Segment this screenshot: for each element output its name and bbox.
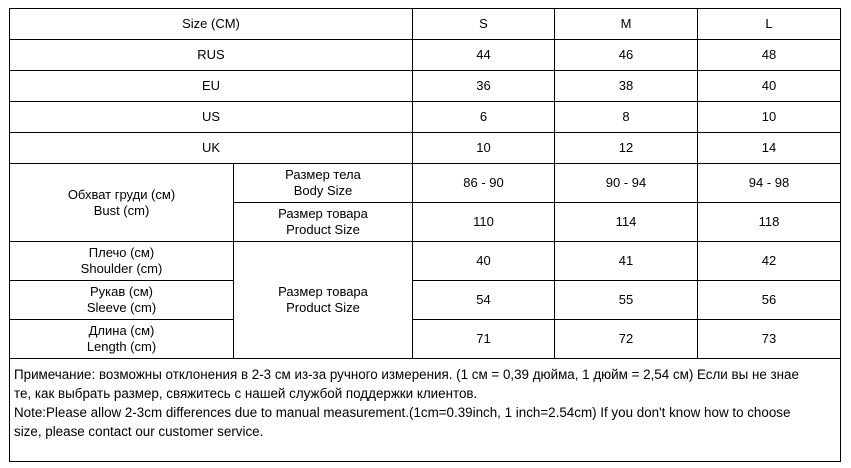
sleeve-l: 56 [698, 281, 841, 320]
sleeve-label [10, 281, 234, 320]
rus-m: 46 [555, 40, 698, 71]
uk-label: UK [10, 133, 413, 164]
body-size-label [234, 164, 413, 203]
measurement-note [10, 359, 841, 462]
bust-label-ru: Обхват груди (см) [67, 186, 176, 202]
size-header-label: Size (CM) [10, 9, 413, 40]
header-row [10, 9, 841, 40]
product-size-group-label-ru: Размер товара [278, 284, 368, 299]
sleeve-row [10, 281, 841, 320]
length-label-en: Length (cm) [86, 339, 157, 354]
bust-product-s: 110 [413, 203, 555, 242]
body-size-l: 94 - 98 [698, 164, 841, 203]
note-line-2: те, как выбрать размер, свяжитесь с нашей службой поддержки клиентов. [14, 386, 478, 401]
shoulder-l: 42 [698, 242, 841, 281]
shoulder-label-en: Shoulder (cm) [80, 261, 163, 276]
bust-product-l: 118 [698, 203, 841, 242]
us-s: 6 [413, 102, 555, 133]
body-size-label-en: Body Size [293, 183, 353, 198]
shoulder-m: 41 [555, 242, 698, 281]
bust-product-size-label-en: Product Size [286, 222, 360, 237]
bust-label-en: Bust (cm) [93, 202, 150, 218]
size-s-header: S [413, 9, 555, 40]
bust-product-size-label [234, 203, 413, 242]
us-label: US [10, 102, 413, 133]
body-size-m: 90 - 94 [555, 164, 698, 203]
sleeve-m: 55 [555, 281, 698, 320]
shoulder-label-ru: Плечо (см) [88, 245, 155, 260]
product-size-group-label [234, 242, 413, 359]
body-size-label-ru: Размер тела [285, 167, 361, 182]
length-s: 71 [413, 320, 555, 359]
uk-s: 10 [413, 133, 555, 164]
shoulder-label [10, 242, 234, 281]
shoulder-s: 40 [413, 242, 555, 281]
uk-row [10, 133, 841, 164]
length-row [10, 320, 841, 359]
eu-m: 38 [555, 71, 698, 102]
bust-label [10, 164, 234, 242]
note-line-4: size, please contact our customer service. [14, 424, 264, 439]
eu-row [10, 71, 841, 102]
length-m: 72 [555, 320, 698, 359]
rus-s: 44 [413, 40, 555, 71]
size-l-header: L [698, 9, 841, 40]
sleeve-label-en: Sleeve (cm) [86, 300, 157, 315]
us-m: 8 [555, 102, 698, 133]
note-row [10, 359, 841, 462]
eu-s: 36 [413, 71, 555, 102]
product-size-group-label-en: Product Size [286, 300, 360, 315]
eu-label: EU [10, 71, 413, 102]
bust-product-size-label-ru: Размер товара [278, 206, 368, 221]
shoulder-row [10, 242, 841, 281]
length-l: 73 [698, 320, 841, 359]
sleeve-s: 54 [413, 281, 555, 320]
length-label-ru: Длина (см) [88, 323, 155, 338]
uk-l: 14 [698, 133, 841, 164]
size-chart-table [9, 8, 841, 462]
us-l: 10 [698, 102, 841, 133]
eu-l: 40 [698, 71, 841, 102]
length-label [10, 320, 234, 359]
us-row [10, 102, 841, 133]
bust-product-m: 114 [555, 203, 698, 242]
rus-row [10, 40, 841, 71]
size-m-header: M [555, 9, 698, 40]
rus-l: 48 [698, 40, 841, 71]
body-size-s: 86 - 90 [413, 164, 555, 203]
note-line-3: Note:Please allow 2-3cm differences due to manual measurement.(1cm=0.39inch, 1 inch=2.54cm) If you don't know how to choose [14, 405, 791, 420]
uk-m: 12 [555, 133, 698, 164]
note-line-1: Примечание: возможны отклонения в 2-3 см из-за ручного измерения. (1 см = 0,39 дюйма, 1 дюйм = 2,54 см) Если вы не знае [14, 367, 799, 382]
sleeve-label-ru: Рукав (см) [90, 284, 153, 299]
rus-label: RUS [10, 40, 413, 71]
bust-body-row [10, 164, 841, 203]
